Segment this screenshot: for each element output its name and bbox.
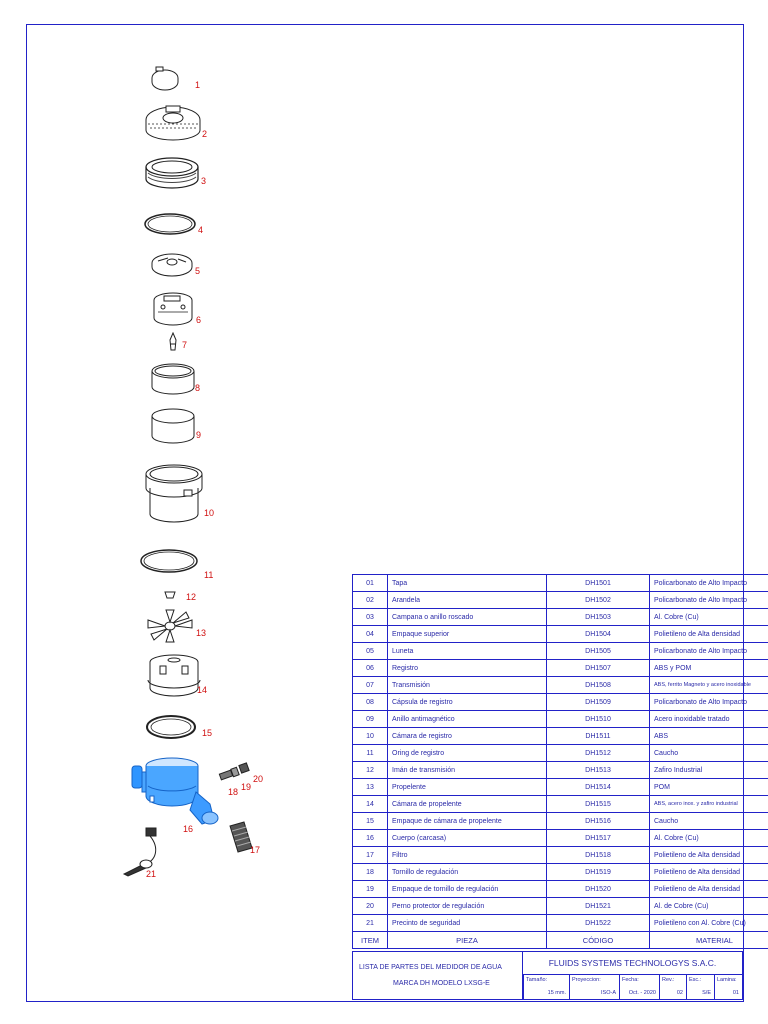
cell-item: 01	[353, 575, 388, 592]
cell-codigo: DH1510	[547, 711, 650, 728]
part-label-14: 14	[197, 685, 208, 695]
cell-pieza: Tornillo de regulación	[388, 864, 547, 881]
header-pieza: PIEZA	[388, 932, 547, 949]
cell-pieza: Registro	[388, 660, 547, 677]
table-row	[353, 745, 768, 762]
title-block-description	[353, 952, 523, 999]
part-9-anillo-antimagnetico	[148, 406, 198, 446]
table-row	[353, 915, 768, 932]
field-label: Proyeccion:	[572, 977, 601, 983]
part-4-empaque-superior	[142, 210, 198, 238]
cell-item: 21	[353, 915, 388, 932]
table-row	[353, 847, 768, 864]
table-row	[353, 592, 768, 609]
table-row	[353, 898, 768, 915]
part-label-2: 2	[202, 129, 208, 139]
cell-item: 17	[353, 847, 388, 864]
cell-item: 11	[353, 745, 388, 762]
cell-item: 10	[353, 728, 388, 745]
cell-item: 07	[353, 677, 388, 694]
cell-item: 06	[353, 660, 388, 677]
cell-material: ABS y POM	[650, 660, 768, 677]
part-label-5: 5	[195, 266, 201, 276]
cell-material: Polietileno de Alta densidad	[650, 626, 768, 643]
cell-material: Caucho	[650, 813, 768, 830]
cell-item: 04	[353, 626, 388, 643]
cell-codigo: DH1504	[547, 626, 650, 643]
cell-material: Al. Cobre (Cu)	[650, 830, 768, 847]
cell-pieza: Transmisión	[388, 677, 547, 694]
field-tamano	[523, 975, 569, 999]
part-13-propelente	[144, 608, 196, 644]
part-2-arandela	[138, 98, 208, 146]
part-18-20-tornillo-regulacion	[218, 760, 258, 786]
part-3-campana	[140, 155, 207, 191]
part-7-transmision	[166, 332, 180, 352]
table-row	[353, 575, 768, 592]
field-value: Oct. - 2020	[628, 990, 656, 996]
company-name: FLUIDS SYSTEMS TECHNOLOGYS S.A.C.	[523, 952, 742, 975]
part-label-18: 18	[228, 787, 239, 797]
table-row	[353, 694, 768, 711]
cell-item: 13	[353, 779, 388, 796]
table-row	[353, 796, 768, 813]
header-material: MATERIAL	[650, 932, 768, 949]
part-label-15: 15	[202, 728, 213, 738]
cell-material: Al. Cobre (Cu)	[650, 609, 768, 626]
table-row	[353, 830, 768, 847]
part-8-capsula-registro	[148, 362, 201, 398]
cell-item: 08	[353, 694, 388, 711]
cell-codigo: DH1505	[547, 643, 650, 660]
cell-pieza: Oring de registro	[388, 745, 547, 762]
cell-material: Al. de Cobre (Cu)	[650, 898, 768, 915]
title-line-2: MARCA DH MODELO LXSG-E	[393, 980, 490, 987]
cell-codigo: DH1511	[547, 728, 650, 745]
part-label-7: 7	[182, 340, 188, 350]
cell-codigo: DH1522	[547, 915, 650, 932]
cell-item: 19	[353, 881, 388, 898]
part-label-3: 3	[201, 176, 207, 186]
part-15-empaque-camara	[144, 712, 198, 742]
cell-item: 16	[353, 830, 388, 847]
cell-codigo: DH1502	[547, 592, 650, 609]
part-label-4: 4	[198, 225, 204, 235]
field-label: Fecha:	[622, 977, 639, 983]
exploded-parts-view	[0, 0, 340, 900]
part-label-21: 21	[146, 869, 157, 879]
cell-material: ABS	[650, 728, 768, 745]
cell-codigo: DH1503	[547, 609, 650, 626]
cell-material: ABS, ferrito Magneto y acero inoxidable	[650, 677, 768, 694]
cell-material: Policarbonato de Alto Impacto	[650, 643, 768, 660]
cell-pieza: Campana o anillo roscado	[388, 609, 547, 626]
cell-pieza: Cápsula de registro	[388, 694, 547, 711]
cell-pieza: Empaque de cámara de propelente	[388, 813, 547, 830]
cell-material: POM	[650, 779, 768, 796]
field-fecha	[619, 975, 659, 999]
part-label-16: 16	[183, 824, 194, 834]
cell-pieza: Propelente	[388, 779, 547, 796]
cell-pieza: Anillo antimagnético	[388, 711, 547, 728]
header-codigo: CÓDIGO	[547, 932, 650, 949]
cell-item: 09	[353, 711, 388, 728]
cell-material: Policarbonato de Alto Impacto	[650, 592, 768, 609]
parts-list-table	[352, 574, 768, 949]
cell-material: Policarbonato de Alto Impacto	[650, 575, 768, 592]
field-label: Lamina:	[717, 977, 737, 983]
table-row	[353, 762, 768, 779]
cell-item: 18	[353, 864, 388, 881]
part-label-10: 10	[204, 508, 215, 518]
cell-material: Polietileno con Al. Cobre (Cu)	[650, 915, 768, 932]
part-label-11: 11	[204, 570, 214, 580]
table-row	[353, 626, 768, 643]
cell-codigo: DH1519	[547, 864, 650, 881]
part-label-6: 6	[196, 315, 202, 325]
cell-item: 05	[353, 643, 388, 660]
part-11-oring-registro	[138, 546, 200, 576]
table-row	[353, 813, 768, 830]
cell-pieza: Perno protector de regulación	[388, 898, 547, 915]
table-row	[353, 643, 768, 660]
part-label-20: 20	[253, 774, 264, 784]
field-label: Esc.:	[689, 977, 702, 983]
part-12-iman-transmision	[164, 590, 176, 600]
table-row	[353, 864, 768, 881]
part-label-8: 8	[195, 383, 201, 393]
cell-pieza: Tapa	[388, 575, 547, 592]
field-label: Rev.:	[662, 977, 675, 983]
field-value: S/E	[702, 990, 711, 996]
part-16-cuerpo	[128, 752, 228, 832]
field-value: 15 mm.	[547, 990, 566, 996]
cell-codigo: DH1514	[547, 779, 650, 796]
header-item: ITEM	[353, 932, 388, 949]
cell-pieza: Cuerpo (carcasa)	[388, 830, 547, 847]
cell-pieza: Imán de transmisión	[388, 762, 547, 779]
cell-item: 03	[353, 609, 388, 626]
cell-material: ABS, acero inox. y zafiro industrial	[650, 796, 768, 813]
cell-material: Polietileno de Alta densidad	[650, 847, 768, 864]
field-rev	[659, 975, 686, 999]
cell-codigo: DH1517	[547, 830, 650, 847]
cell-pieza: Empaque superior	[388, 626, 547, 643]
cell-item: 12	[353, 762, 388, 779]
cell-material: Caucho	[650, 745, 768, 762]
cell-item: 02	[353, 592, 388, 609]
cell-codigo: DH1518	[547, 847, 650, 864]
cell-codigo: DH1509	[547, 694, 650, 711]
cell-material: Acero inoxidable tratado	[650, 711, 768, 728]
cell-codigo: DH1516	[547, 813, 650, 830]
cell-pieza: Luneta	[388, 643, 547, 660]
field-value: 01	[732, 990, 739, 996]
field-lamina	[714, 975, 742, 999]
cell-item: 14	[353, 796, 388, 813]
table-header	[353, 932, 768, 949]
field-value: 02	[676, 990, 683, 996]
cell-material: Polietileno de Alta densidad	[650, 864, 768, 881]
field-label: Tamaño:	[526, 977, 548, 983]
part-label-1: 1	[195, 80, 201, 90]
part-5-luneta	[148, 250, 196, 280]
cell-pieza: Filtro	[388, 847, 547, 864]
table-row	[353, 728, 768, 745]
part-label-19: 19	[241, 782, 252, 792]
table-row	[353, 711, 768, 728]
table-row	[353, 660, 768, 677]
table-row	[353, 779, 768, 796]
field-value: ISO-A	[601, 990, 616, 996]
field-proyeccion	[569, 975, 619, 999]
part-label-17: 17	[250, 845, 261, 855]
title-line-1: LISTA DE PARTES DEL MEDIDOR DE AGUA	[359, 964, 502, 971]
table-row	[353, 881, 768, 898]
cell-codigo: DH1508	[547, 677, 650, 694]
cell-codigo: DH1501	[547, 575, 650, 592]
part-label-12: 12	[186, 592, 197, 602]
cell-material: Zafiro Industrial	[650, 762, 768, 779]
cell-codigo: DH1521	[547, 898, 650, 915]
cell-codigo: DH1513	[547, 762, 650, 779]
cell-item: 15	[353, 813, 388, 830]
part-10-camara-registro	[140, 460, 208, 528]
cell-codigo: DH1520	[547, 881, 650, 898]
cell-codigo: DH1507	[547, 660, 650, 677]
table-row	[353, 609, 768, 626]
cell-pieza: Cámara de propelente	[388, 796, 547, 813]
cell-codigo: DH1515	[547, 796, 650, 813]
cell-pieza: Empaque de tornillo de regulación	[388, 881, 547, 898]
part-6-registro	[148, 290, 198, 330]
cell-item: 20	[353, 898, 388, 915]
field-esc	[686, 975, 714, 999]
cell-pieza: Arandela	[388, 592, 547, 609]
title-block	[352, 951, 743, 1000]
part-1-tapa	[145, 64, 185, 94]
cell-material: Policarbonato de Alto Impacto	[650, 694, 768, 711]
cell-codigo: DH1512	[547, 745, 650, 762]
part-label-13: 13	[196, 628, 207, 638]
cell-pieza: Cámara de registro	[388, 728, 547, 745]
table-row	[353, 677, 768, 694]
part-label-9: 9	[196, 430, 202, 440]
cell-material: Polietileno de Alta densidad	[650, 881, 768, 898]
cell-pieza: Precinto de seguridad	[388, 915, 547, 932]
